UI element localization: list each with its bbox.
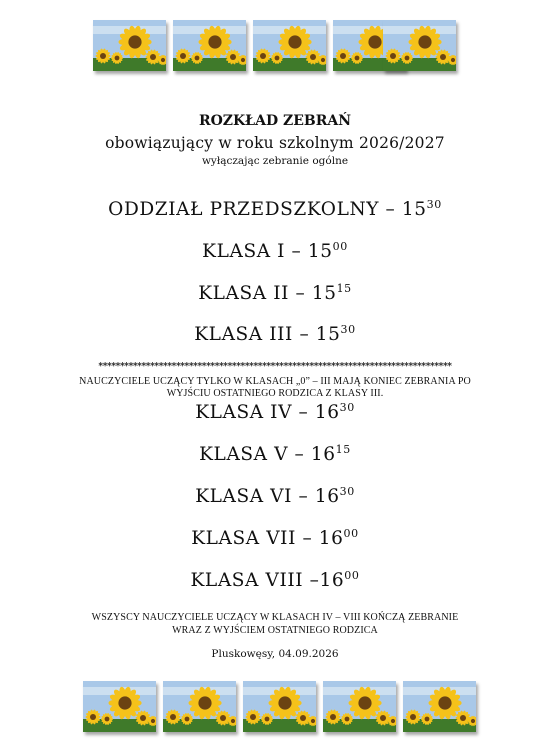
place-date: Pluskowęsy, 04.09.2026: [211, 648, 339, 660]
sunflower-graphic: [173, 20, 246, 71]
sunflower-banner-top: [0, 20, 550, 76]
sunflower-graphic: [93, 20, 166, 71]
page-title: ROZKŁAD ZEBRAŃ: [198, 113, 352, 129]
schedule-row: KLASA IV – $16^{30}$: [195, 401, 355, 423]
sunflower-graphic: [383, 20, 456, 71]
page-subtitle: obowiązujący w roku szkolnym 2026/2027: [105, 134, 445, 152]
schedule-row: KLASA VI – $16^{30}$: [195, 485, 355, 507]
note-line: WSZYSCY NAUCZYCIELE UCZĄCY W KLASACH IV – VIII KOŃCZĄ ZEBRANIE: [91, 612, 459, 623]
sunflower-image: [403, 681, 476, 732]
sunflower-image: [253, 20, 326, 71]
sunflower-image: [83, 681, 156, 732]
sunflower-image: [383, 20, 456, 71]
sunflower-image: [163, 681, 236, 732]
sunflower-image: [323, 681, 396, 732]
schedule-row: KLASA VII – $16^{00}$: [191, 527, 359, 549]
sunflower-graphic: [323, 681, 396, 732]
schedule-row: KLASA II – $15^{15}$: [198, 282, 352, 304]
sunflower-graphic: [83, 681, 156, 732]
schedule-row: KLASA III – $15^{30}$: [194, 323, 356, 345]
note-line: NAUCZYCIELE UCZĄCY TYLKO W KLASACH „0” – III MAJĄ KONIEC ZEBRANIA PO: [79, 376, 471, 387]
schedule-row: ODDZIAŁ PRZEDSZKOLNY – $15^{30}$: [108, 198, 442, 220]
sunflower-graphic: [253, 20, 326, 71]
schedule-row: KLASA V – $16^{15}$: [199, 443, 351, 465]
schedule-row: KLASA I – $15^{00}$: [202, 240, 348, 262]
star-separator: **********************************************************************************: [98, 362, 452, 372]
note-line: WRAZ Z WYJŚCIEM OSTATNIEGO RODZICA: [172, 625, 378, 636]
sunflower-graphic: [163, 681, 236, 732]
sunflower-graphic: [243, 681, 316, 732]
sunflower-image: [93, 20, 166, 71]
page-subnote: wyłączając zebranie ogólne: [201, 155, 349, 167]
note-line: WYJŚCIU OSTATNIEGO RODZICA Z KLASY III.: [166, 388, 384, 399]
sunflower-banner-bottom: [0, 681, 550, 737]
sunflower-graphic: [403, 681, 476, 732]
sunflower-image: [243, 681, 316, 732]
sunflower-image: [173, 20, 246, 71]
schedule-row: KLASA VIII $-16^{00}$: [190, 569, 360, 591]
